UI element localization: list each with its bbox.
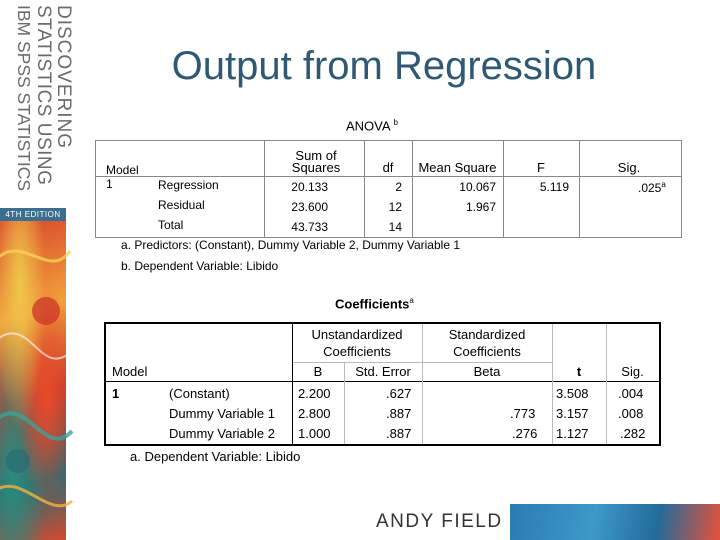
anova-ss: 20.133 (291, 180, 328, 194)
edition-band (0, 208, 66, 221)
anova-header-ss-1: Sum of (295, 148, 337, 163)
coef-header-std-1: Standardized (448, 327, 526, 342)
coef-header-unstd-1: Unstandardized (311, 327, 403, 342)
anova-caption-text: ANOVA (346, 118, 390, 134)
anova-row-label: Regression (158, 178, 219, 192)
coefficients-note: a. Dependent Variable: Libido (130, 449, 301, 464)
coef-header-rule (106, 381, 659, 382)
anova-header-model: Model (106, 163, 139, 177)
anova-header-sig: Sig. (617, 160, 641, 175)
coef-b: 2.200 (298, 386, 331, 401)
anova-header-ss-2: Squares (291, 160, 341, 175)
anova-ms: 10.067 (459, 180, 496, 194)
anova-ss: 23.600 (291, 200, 328, 214)
anova-col-divider (579, 141, 580, 237)
coefficients-caption-text: Coefficients (335, 296, 410, 312)
coef-sig: .282 (620, 426, 646, 441)
author-name: ANDY FIELD (376, 511, 503, 532)
anova-df: 14 (388, 220, 402, 234)
anova-ss: 43.733 (291, 220, 328, 234)
coef-header-std-2: Coefficients (453, 344, 521, 359)
coef-col-divider (292, 324, 293, 444)
coef-se: .887 (386, 406, 412, 421)
coef-t: 3.157 (556, 406, 589, 421)
anova-df: 12 (388, 200, 402, 214)
coef-t: 1.127 (556, 426, 589, 441)
anova-header-f: F (537, 160, 545, 175)
coef-sig: .004 (618, 386, 644, 401)
coefficients-caption-sup: a (409, 296, 414, 305)
coef-header-unstd-2: Coefficients (323, 344, 391, 359)
coef-row-label: (Constant) (169, 386, 230, 401)
corner-decoration (510, 504, 720, 540)
coef-header-t: t (576, 364, 582, 379)
anova-row-label: Total (158, 218, 184, 232)
anova-df: 2 (395, 180, 402, 194)
edition-label: 4TH EDITION (5, 210, 61, 219)
anova-note-b: b. Dependent Variable: Libido (121, 259, 279, 273)
anova-sig-value: .025 (638, 181, 662, 195)
slide-title: Output from Regression (171, 44, 597, 88)
anova-f: 5.119 (539, 180, 569, 194)
coefficients-caption (335, 296, 414, 311)
anova-header-df: df (382, 160, 394, 175)
spine-line-2: STATISTICS USING (33, 5, 54, 186)
coef-header-model: Model (112, 364, 148, 379)
coef-se: .627 (386, 386, 412, 401)
coef-header-beta: Beta (473, 364, 501, 379)
coef-header-std-error: Std. Error (355, 364, 411, 379)
anova-model-number: 1 (106, 177, 113, 191)
anova-header-rule (96, 176, 681, 177)
coef-b: 2.800 (298, 406, 331, 421)
coef-row-label: Dummy Variable 1 (169, 406, 275, 421)
cover-spine-text (0, 0, 74, 205)
coef-beta: .773 (510, 406, 536, 421)
coef-b: 1.000 (298, 426, 331, 441)
coef-col-divider (422, 324, 423, 444)
coef-header-b: B (313, 364, 323, 379)
coef-row-label: Dummy Variable 2 (169, 426, 275, 441)
coef-se: .887 (386, 426, 412, 441)
anova-sig (638, 180, 666, 195)
coef-beta: .276 (512, 426, 538, 441)
anova-note-a: a. Predictors: (Constant), Dummy Variable 2, Dummy Variable 1 (121, 238, 461, 252)
anova-caption (346, 118, 398, 133)
coefficients-table (104, 322, 661, 446)
anova-header-ms: Mean Square (418, 160, 497, 175)
anova-row-label: Residual (158, 198, 205, 212)
coef-sig: .008 (618, 406, 644, 421)
anova-caption-sup: b (393, 118, 398, 127)
coef-model-number: 1 (112, 386, 120, 401)
cover-artwork (0, 221, 66, 540)
coef-t: 3.508 (556, 386, 589, 401)
spine-line-1: DISCOVERING (53, 5, 74, 150)
anova-table (95, 140, 682, 238)
coef-header-sig: Sig. (621, 364, 644, 379)
anova-ms: 1.967 (465, 200, 496, 214)
spine-line-3: IBM SPSS STATISTICS (14, 5, 34, 192)
coef-col-divider (606, 324, 607, 444)
cover-artwork-swirls (0, 221, 66, 540)
coef-col-divider (552, 324, 553, 444)
book-cover-strip (0, 0, 74, 540)
anova-sig-sup: a (661, 180, 666, 189)
